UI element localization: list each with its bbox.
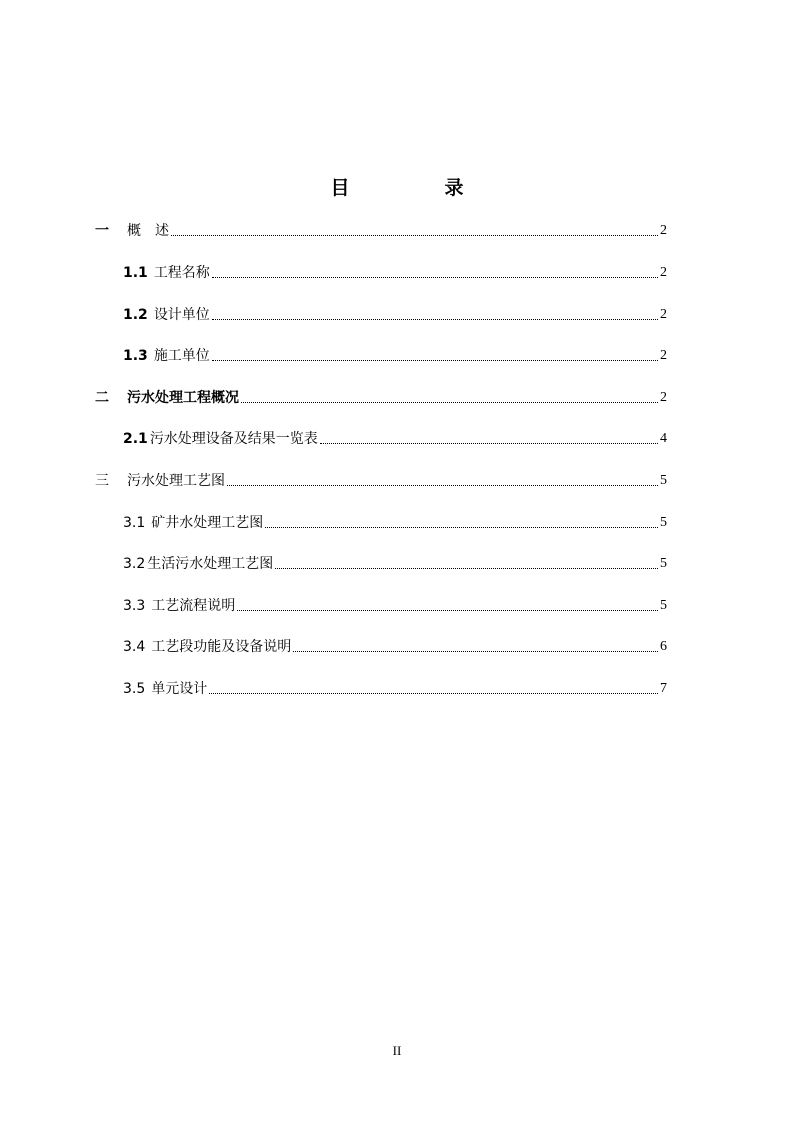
toc-dot-leader [265,527,658,528]
toc-entry-label: 污水处理设备及结果一览表 [149,431,318,447]
toc-entry-page: 4 [660,431,667,446]
toc-entry-number: 3.4 [123,639,146,655]
toc-entry-label: 设计单位 [153,307,210,323]
toc-dot-leader [227,485,658,486]
toc-entry-label: 污水处理工程概况 [127,390,239,406]
toc-entry-number: 三 [95,473,109,489]
toc-title: 目 录 [330,177,502,199]
toc-dot-leader [209,693,658,694]
toc-entry-number: 二 [95,390,109,406]
toc-entry-number: 2.1 [123,431,148,447]
toc-dot-leader [212,277,658,278]
toc-dot-leader [320,443,658,444]
toc-entry-page: 2 [660,390,667,405]
toc-entry-label: 矿井水处理工艺图 [151,515,264,531]
toc-entry-page: 2 [660,307,667,322]
toc-dot-leader [212,360,658,361]
toc-entry-number: 3.3 [123,598,146,614]
toc-entry-1-3[interactable] [123,343,667,365]
toc-entry-label: 污水处理工艺图 [127,473,225,489]
footer-page-number: II [392,1043,402,1058]
toc-entry-page: 2 [660,265,667,280]
toc-entry-label: 工艺流程说明 [151,598,236,614]
toc-entry-3-2[interactable] [123,551,667,573]
toc-entry-label: 概 述 [127,223,169,239]
toc-entry-page: 6 [660,639,667,654]
toc-entry-label: 工艺段功能及设备说明 [151,639,292,655]
toc-dot-leader [171,235,658,236]
toc-entry-1-2[interactable] [123,302,667,324]
toc-entry-number: 一 [95,223,109,239]
toc-entry-number: 3.1 [123,515,146,531]
toc-dot-leader [212,319,658,320]
toc-dot-leader [275,568,658,569]
toc-entry-number: 1.3 [123,348,148,364]
toc-entry-number: 3.2 [123,556,146,572]
toc-entry-page: 5 [660,515,667,530]
toc-entry-label: 生活污水处理工艺图 [147,556,274,572]
toc-dot-leader [237,610,658,611]
toc-entry-label: 工程名称 [153,265,210,281]
toc-entry-label: 施工单位 [153,348,210,364]
toc-entry-number: 1.2 [123,307,148,323]
toc-entry-page: 5 [660,598,667,613]
toc-entry-3-4[interactable] [123,634,667,656]
toc-entry-page: 2 [660,223,667,238]
toc-entry-3-5[interactable] [123,676,667,698]
toc-entry-3[interactable] [95,468,667,490]
toc-entry-1[interactable] [95,218,667,240]
toc-entry-2-1[interactable] [123,426,667,448]
toc-entry-page: 7 [660,681,667,696]
toc-entry-3-3[interactable] [123,593,667,615]
toc-entry-page: 5 [660,556,667,571]
toc-entry-2[interactable] [95,385,667,407]
toc-dot-leader [293,651,658,652]
toc-entry-label: 单元设计 [151,681,208,697]
toc-entry-number: 1.1 [123,265,148,281]
toc-dot-leader [241,402,658,403]
toc-entry-1-1[interactable] [123,260,667,282]
toc-entry-page: 5 [660,473,667,488]
toc-entry-number: 3.5 [123,681,146,697]
toc-entry-3-1[interactable] [123,510,667,532]
toc-entry-page: 2 [660,348,667,363]
